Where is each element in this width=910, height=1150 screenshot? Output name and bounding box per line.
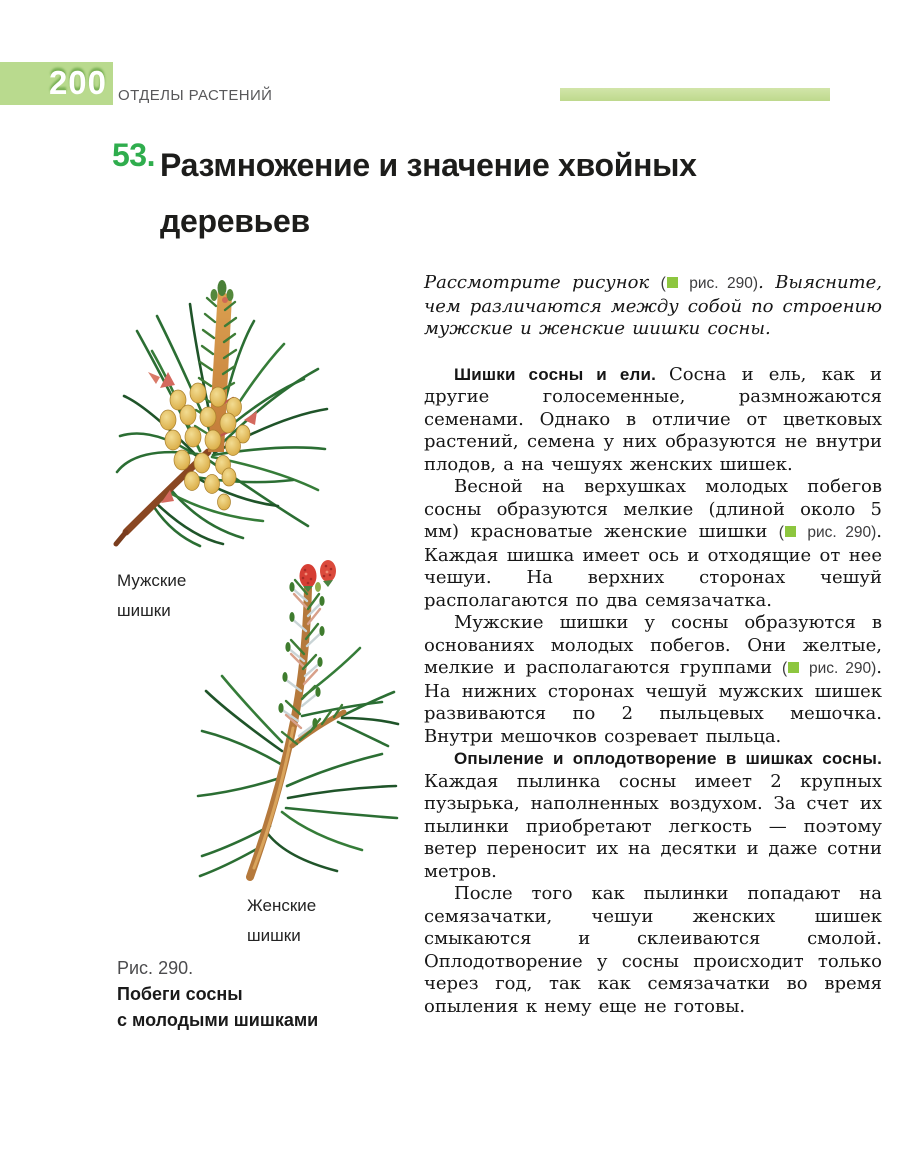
text-run: Мужские шишки у сосны образуются в основаниях молодых побегов. Они желтые, мелкие и располагаются группами: [424, 612, 882, 678]
inline-heading: Шишки сосны и ели.: [454, 364, 669, 384]
caption-line: шишки: [117, 601, 171, 620]
green-square-icon: [667, 277, 678, 288]
paragraph: [424, 272, 882, 341]
section-number: 53.: [112, 137, 155, 173]
figure-label: Рис. 290.: [117, 958, 194, 978]
running-header: ОТДЕЛЫ РАСТЕНИЙ: [118, 87, 273, 104]
branch-twig: [116, 532, 126, 544]
text-run: Каждая пылинка сосны имеет 2 крупных пузырька, наполненных воздухом. За счет их пылинки приобретают легкость — поэтому ветер переносит их на десятки и даже сотни метров.: [424, 770, 882, 882]
green-square-icon: [788, 662, 799, 673]
figure-caption: [117, 955, 318, 1033]
female-cones: [300, 560, 337, 592]
figure-title-line: Побеги сосны: [117, 984, 243, 1004]
paragraph: [424, 476, 882, 612]
caption-line: Мужские: [117, 571, 187, 590]
text-run: Весной на верхушках молодых побегов сосны образуются мелкие (длиной около 5 мм) красноватые женские шишки: [424, 476, 882, 542]
header-accent-bar: [560, 88, 830, 101]
text-run: Рассмотрите рисунок: [424, 272, 661, 293]
text-run: После того как пылинки попадают на семязачатки, чешуи женских шишек смыкаются и склеиваются смолой. Оплодотворение у сосны происходит только через год, так как семязачатки во время опыления к нему еще не готовы.: [424, 883, 882, 1017]
text-run: Сосна и ель, как и другие голосеменные, размножаются семенами. Однако в отличие от цветковых растений, семена у них образуются не внутри плодов, а на чешуях женских шишек.: [424, 363, 883, 475]
section-title: Размножение и значение хвойных деревьев: [160, 147, 697, 239]
male-cones-branch-illustration: [112, 276, 332, 548]
page-number: 200: [48, 64, 107, 101]
caption-line: Женские: [247, 896, 317, 915]
caption-line: шишки: [247, 926, 301, 945]
paragraph: [424, 612, 882, 748]
text-run: . Выясните, чем различаются между собой по строению мужские и женские шишки сосны.: [424, 272, 882, 339]
figure-title-line: с молодыми шишками: [117, 1010, 319, 1030]
figure-reference: ( рис. 290): [778, 524, 877, 541]
inline-heading: Опыление и оплодотворение в шишках сосны.: [454, 749, 882, 768]
text-run: . На нижних сторонах чешуй мужских шишек развиваются по 2 пыльцевых мешочка. Внутри мешочков созревает пыльца.: [424, 657, 882, 747]
female-cones-shoot-illustration: [192, 556, 404, 882]
figure-reference: ( рис. 290): [660, 275, 759, 292]
paragraph: [424, 748, 882, 883]
green-square-icon: [785, 526, 796, 537]
caption-female-cones: [247, 891, 316, 951]
paragraph: [424, 883, 882, 1018]
text-run: . Каждая шишка имеет ось и отходящие от нее чешуи. На верхних сторонах чешуй располагаются по два семязачатка.: [424, 521, 882, 611]
caption-male-cones: [117, 566, 186, 626]
figure-reference: ( рис. 290): [781, 660, 877, 677]
paragraph: [424, 364, 882, 477]
article-column: [424, 272, 882, 1018]
